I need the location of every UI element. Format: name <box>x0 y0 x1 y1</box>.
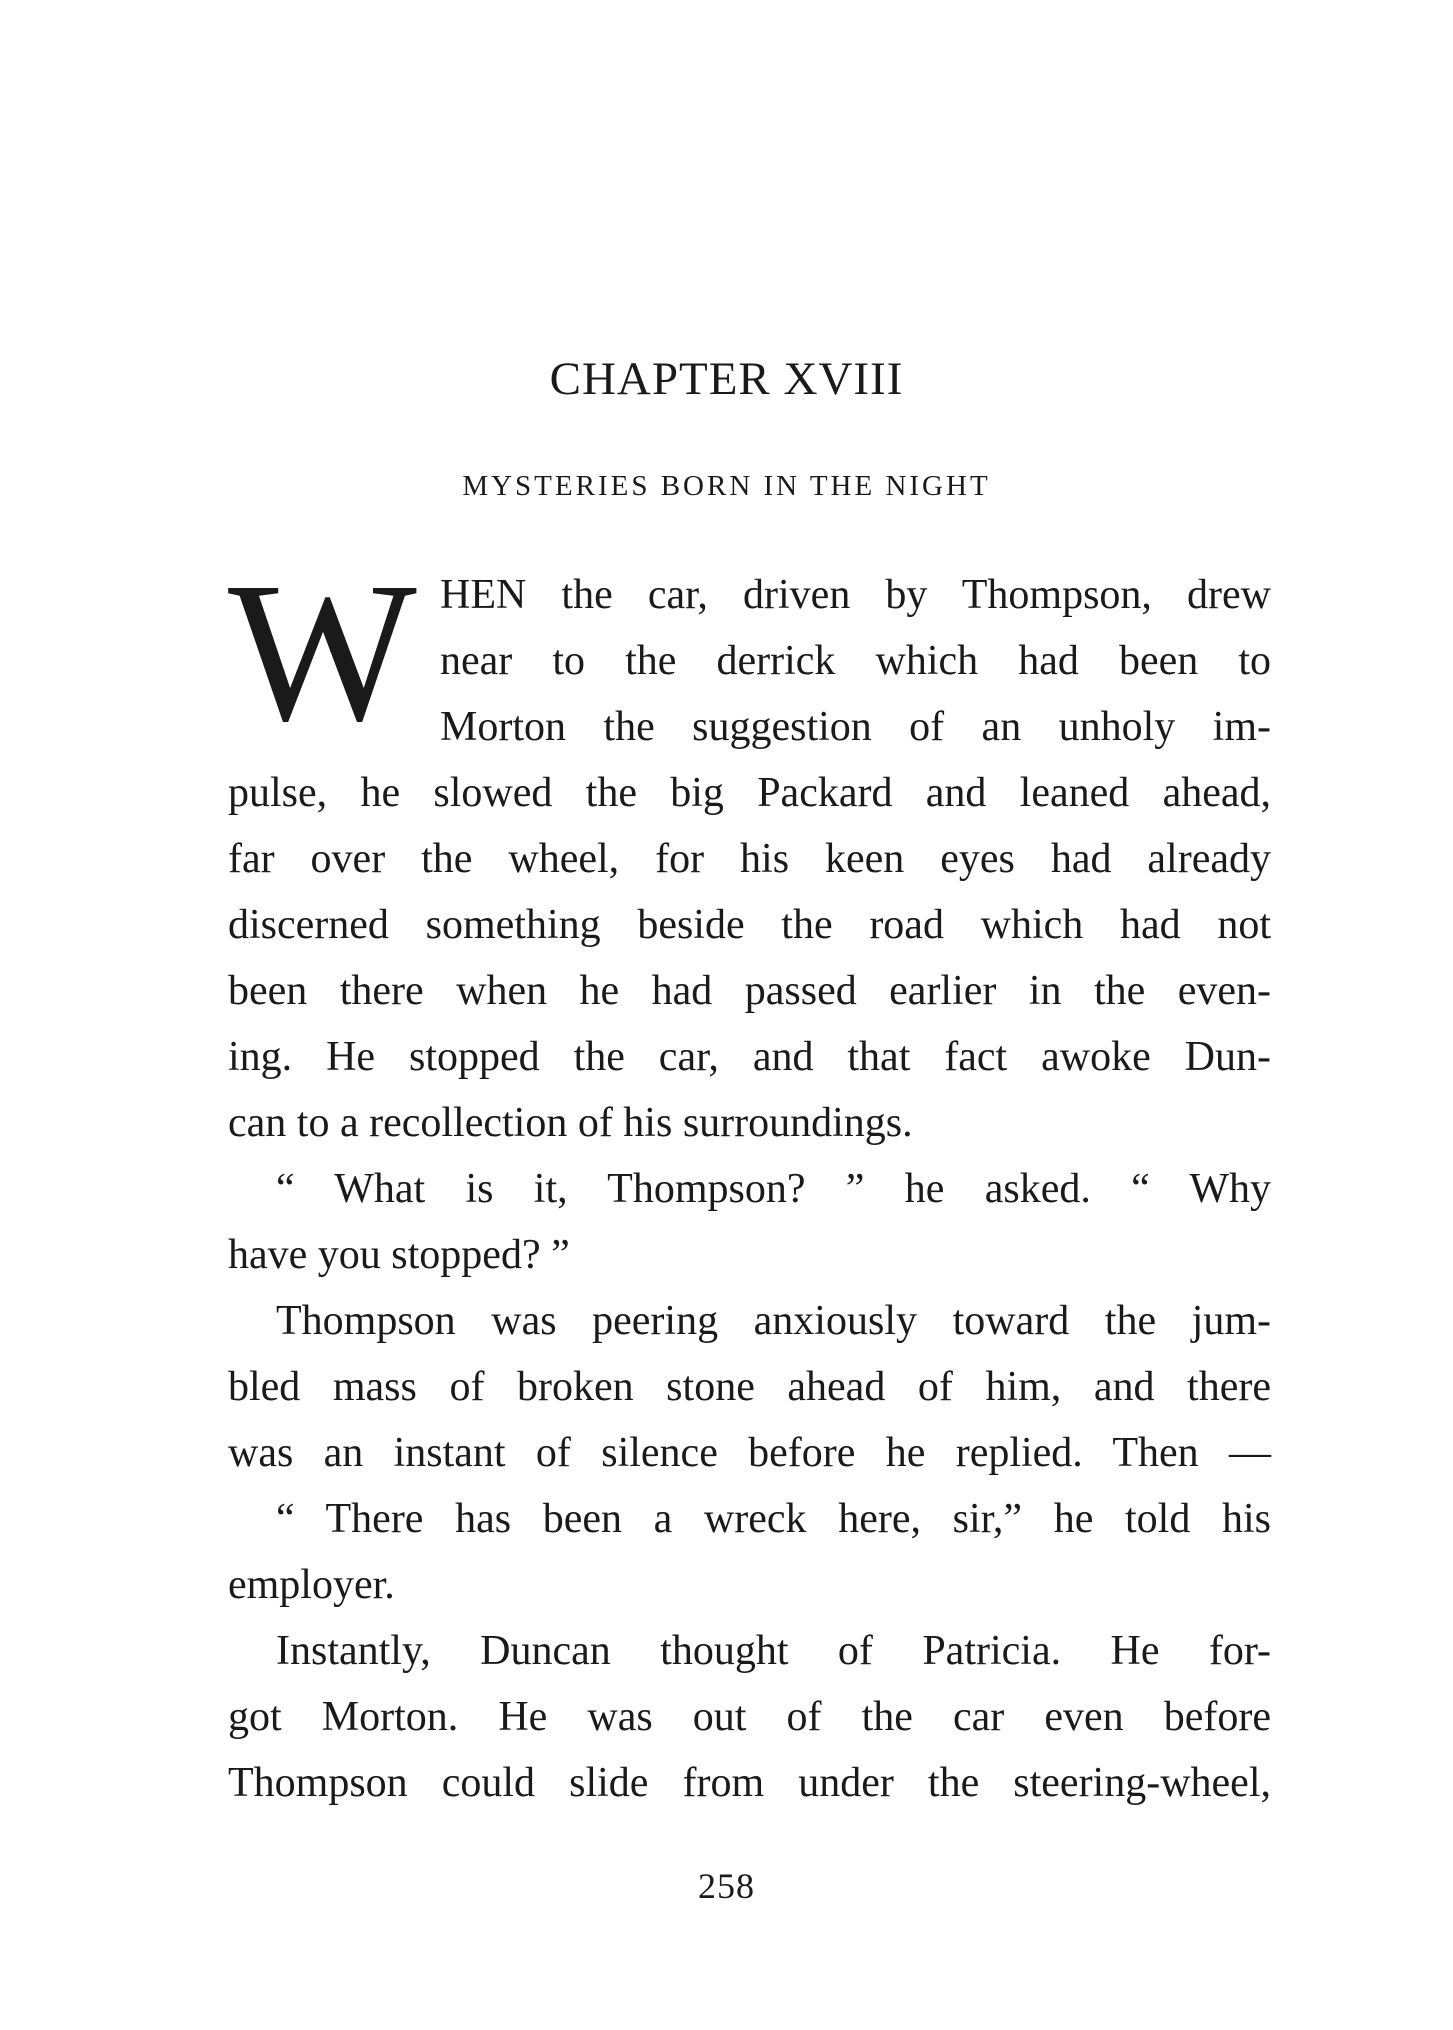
chapter-title: CHAPTER XVIII <box>549 353 904 405</box>
text-line: got Morton. He was out of the car even before <box>228 1694 1271 1740</box>
text-line: pulse, he slowed the big Packard and leaned ahead, <box>228 770 1271 816</box>
text-line: discerned something beside the road which had not <box>228 902 1271 948</box>
text-line: bled mass of broken stone ahead of him, and there <box>228 1364 1271 1410</box>
body-text <box>228 542 1271 1816</box>
text-line: Instantly, Duncan thought of Patricia. He for- <box>276 1628 1271 1674</box>
text-line: have you stopped? ” <box>228 1232 570 1278</box>
text-line: Thompson could slide from under the steering-wheel, <box>228 1760 1271 1806</box>
text-line: employer. <box>228 1562 395 1608</box>
page-number: 258 <box>698 1866 755 1906</box>
text-line: been there when he had passed earlier in the even- <box>228 968 1271 1014</box>
text-line: Thompson was peering anxiously toward the jum- <box>276 1298 1271 1344</box>
text-line: near to the derrick which had been to <box>440 638 1271 684</box>
text-line: can to a recollection of his surroundings. <box>228 1100 913 1146</box>
text-line: “ What is it, Thompson? ” he asked. “ Why <box>276 1166 1271 1212</box>
text-line: far over the wheel, for his keen eyes had already <box>228 836 1271 882</box>
text-line: ing. He stopped the car, and that fact awoke Dun- <box>228 1034 1271 1080</box>
text-line: was an instant of silence before he replied. Then — <box>228 1430 1271 1476</box>
drop-cap: W <box>228 542 417 763</box>
chapter-subtitle: MYSTERIES BORN IN THE NIGHT <box>462 470 991 502</box>
text-line: Morton the suggestion of an unholy im- <box>440 704 1271 750</box>
text-line: “ There has been a wreck here, sir,” he told his <box>276 1496 1271 1542</box>
text-line: HEN the car, driven by Thompson, drew <box>440 572 1271 618</box>
